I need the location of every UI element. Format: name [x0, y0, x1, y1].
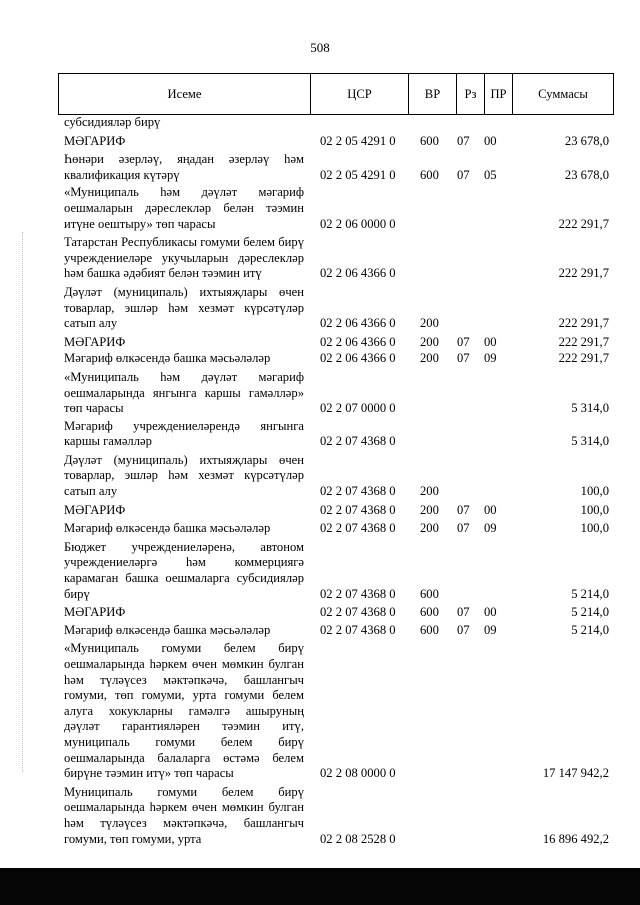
row-pr: 05: [484, 167, 497, 182]
page-number: 508: [310, 40, 330, 55]
row-sum: 16 896 492,2: [542, 831, 609, 846]
row-vr: 200: [420, 351, 439, 366]
header-sum: Суммасы: [538, 87, 588, 101]
table-row: [64, 185, 609, 232]
row-sum: 17 147 942,2: [542, 766, 609, 781]
row-rz: 07: [457, 351, 470, 366]
row-sum: 100,0: [580, 521, 609, 536]
row-pr: 00: [484, 334, 497, 349]
row-pr: 09: [484, 521, 497, 536]
row-vr: 200: [420, 316, 439, 331]
table-row: [64, 370, 609, 417]
row-name: Дәүләт (муниципаль) ихтыяҗлары өчен товарлар, эшләр һәм хезмәт күрсәтүләр сатып алу: [64, 284, 304, 331]
row-rz: 07: [457, 521, 470, 536]
row-pr: 00: [484, 605, 497, 620]
row-sum: 5 314,0: [571, 401, 609, 416]
row-pr: 09: [484, 351, 497, 366]
row-sum: 222 291,7: [558, 351, 609, 366]
header-vr: ВР: [409, 74, 457, 114]
row-sum: 5 214,0: [571, 622, 609, 637]
table-header: [58, 73, 614, 115]
row-name: Дәүләт (муниципаль) ихтыяҗлары өчен товарлар, эшләр һәм хезмәт күрсәтүләр сатып алу: [64, 452, 304, 499]
table-row: [64, 521, 609, 537]
row-name: Һөнәри әзерләү, яңадан әзерләү һәм квалификация күтәрү: [64, 152, 304, 182]
row-vr: 600: [420, 586, 439, 601]
row-sum: 100,0: [580, 502, 609, 517]
table-row: [64, 623, 609, 639]
row-sum: 5 314,0: [571, 434, 609, 449]
row-name: Мәгариф учреждениеләрендә янгынга каршы гамәлләр: [64, 418, 304, 449]
table-row: [64, 152, 609, 183]
row-csr: 02 2 06 4366 0: [320, 351, 396, 366]
table-row: [64, 134, 609, 150]
row-sum: 222 291,7: [558, 316, 609, 331]
row-rz: 07: [457, 502, 470, 517]
table-body: [64, 115, 609, 847]
header-pr: ПР: [485, 74, 513, 114]
row-name: «Муниципаль һәм дәүләт мәгариф оешмаларында янгынга каршы гамәлләр» төп чарасы: [64, 369, 304, 416]
row-name: МӘГАРИФ: [64, 334, 126, 349]
scan-margin-mark: [22, 232, 24, 772]
table-row: [64, 419, 609, 450]
row-csr: 02 2 07 4368 0: [320, 622, 396, 637]
row-pr: 09: [484, 622, 497, 637]
row-vr: 600: [420, 133, 439, 148]
row-name: Мәгариф өлкәсендә башка мәсьәләләр: [64, 351, 271, 366]
table-row: [64, 285, 609, 332]
row-name: Муниципаль гомуми белем бирү оешмаларында һәркем өчен мөмкин булган һәм түләүсез мәктәпкәчә, башлангыч гомуми, төп гомуми, урта: [64, 784, 304, 846]
row-sum: 23 678,0: [564, 167, 609, 182]
row-rz: 07: [457, 605, 470, 620]
row-csr: 02 2 06 4366 0: [320, 334, 396, 349]
row-sum: 5 214,0: [571, 605, 609, 620]
row-csr: 02 2 07 0000 0: [320, 401, 396, 416]
row-name: МӘГАРИФ: [64, 502, 126, 517]
row-vr: 200: [420, 334, 439, 349]
row-csr: 02 2 07 4368 0: [320, 521, 396, 536]
table-row: [64, 235, 609, 282]
row-name: «Муниципаль гомуми белем бирү оешмаларында һәркем өчен мөмкин булган һәм түләүсез мәктәпкәчә, башлангыч гомуми, төп гомуми, урта гомуми белем алуга хокукларны гамәлгә ашыруның дәүләт гарантияләрен тәэмин итү, муниципаль гомуми белем бирү оешмаларында балаларга өстәмә белем бирүне тәэмин итү» төп чарасы: [64, 641, 304, 781]
row-name: Мәгариф өлкәсендә башка мәсьәләләр: [64, 622, 271, 637]
row-rz: 07: [457, 167, 470, 182]
row-sum: 5 214,0: [571, 586, 609, 601]
row-csr: 02 2 08 0000 0: [320, 766, 396, 781]
row-name: субсидияләр бирү: [64, 115, 161, 129]
row-sum: 100,0: [580, 484, 609, 499]
row-csr: 02 2 07 4368 0: [320, 586, 396, 601]
table-row: [64, 453, 609, 500]
row-csr: 02 2 07 4368 0: [320, 434, 396, 449]
row-sum: 23 678,0: [564, 133, 609, 148]
row-vr: 600: [420, 622, 439, 637]
row-csr: 02 2 07 4368 0: [320, 502, 396, 517]
row-pr: 00: [484, 133, 497, 148]
table-row: [64, 540, 609, 602]
row-rz: 07: [457, 133, 470, 148]
row-vr: 600: [420, 605, 439, 620]
row-name: МӘГАРИФ: [64, 605, 126, 620]
table-row: [64, 503, 609, 519]
row-csr: 02 2 06 4366 0: [320, 316, 396, 331]
row-sum: 222 291,7: [558, 216, 609, 231]
row-vr: 600: [420, 167, 439, 182]
row-rz: 07: [457, 622, 470, 637]
row-name: МӘГАРИФ: [64, 133, 126, 148]
row-csr: 02 2 06 4366 0: [320, 266, 396, 281]
row-csr: 02 2 07 4368 0: [320, 605, 396, 620]
table-row: [64, 785, 609, 847]
row-name: Мәгариф өлкәсендә башка мәсьәләләр: [64, 521, 271, 536]
header-csr: ЦСР: [311, 74, 409, 114]
table-row: [64, 641, 609, 781]
row-rz: 07: [457, 334, 470, 349]
row-csr: 02 2 07 4368 0: [320, 484, 396, 499]
table-row: [64, 605, 609, 621]
row-csr: 02 2 08 2528 0: [320, 831, 396, 846]
table-row: [64, 351, 609, 367]
row-vr: 200: [420, 521, 439, 536]
row-name: Татарстан Республикасы гомуми белем бирү учреждениеләре укучыларын дәреслекләр һәм башка әдәбият белән тәэмин итү: [64, 235, 304, 281]
table-row: [64, 335, 609, 351]
row-pr: 00: [484, 502, 497, 517]
row-name: «Муниципаль һәм дәүләт мәгариф оешмаларын дәреслекләр белән тәэмин итүне оештыру» төп чарасы: [64, 185, 304, 231]
header-rz: Рз: [457, 74, 485, 114]
row-name: Бюджет учреждениеләренә, автоном учреждениеләргә һәм коммерциягә карамаган башка оешмаларга субсидияләр бирү: [64, 539, 304, 601]
header-name: Исеме: [59, 74, 311, 114]
row-vr: 200: [420, 484, 439, 499]
scan-border: [0, 868, 640, 905]
row-vr: 200: [420, 502, 439, 517]
row-csr: 02 2 05 4291 0: [320, 167, 396, 182]
row-sum: 222 291,7: [558, 334, 609, 349]
row-csr: 02 2 05 4291 0: [320, 133, 396, 148]
table-row: [64, 115, 609, 131]
row-sum: 222 291,7: [558, 266, 609, 281]
row-csr: 02 2 06 0000 0: [320, 216, 396, 231]
